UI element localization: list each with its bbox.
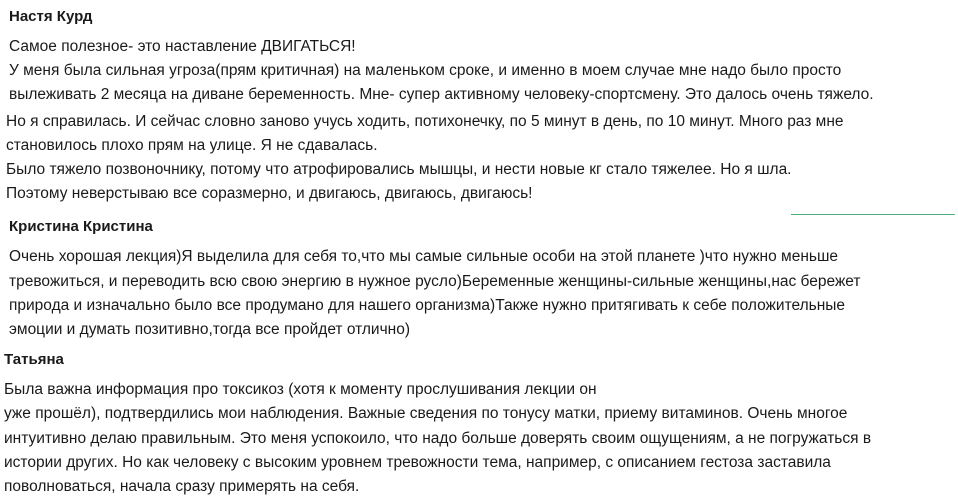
review-text-line: Поэтому неверстываю все соразмерно, и двигаюсь, двигаюсь, двигаюсь! — [6, 185, 533, 202]
review-text-line: уже прошёл), подтвердились мои наблюдения. Важные сведения по тонусу матки, приему витаминов. Очень многое — [4, 405, 848, 422]
review-text-line: У меня была сильная угроза(прям критичная) на маленьком сроке, и именно в моем случае мне надо было просто — [9, 62, 842, 79]
review-author: Настя Курд — [9, 8, 93, 25]
review-text-line: тревожиться, и переводить всю свою энергию в нужное русло)Беременные женщины-сильные женщины,нас бережет — [9, 273, 861, 290]
review-text-line: Очень хорошая лекция)Я выделила для себя то,что мы самые сильные особи на этой планете )что нужно меньше — [9, 248, 839, 265]
review-text-line: Была важна информация про токсикоз (хотя к моменту прослушивания лекции он — [4, 381, 597, 398]
review-author: Татьяна — [4, 351, 64, 368]
review-text-line: эмоции и думать позитивно,тогда все пройдет отлично) — [9, 321, 410, 338]
review-text-line: истории других. Но как человеку с высоким уровнем тревожности тема, например, с описанием гестоза заставила — [4, 454, 831, 471]
review-author: Кристина Кристина — [9, 218, 153, 235]
divider-line — [791, 214, 955, 215]
review-text-line: вылеживать 2 месяца на диване беременность. Мне- супер активному человеку-спортсмену. Это далось очень тяжело. — [9, 86, 874, 103]
review-text-line: интуитивно делаю правильным. Это меня успокоило, что надо больше доверять своим ощущениям, а не погружаться в — [4, 430, 872, 447]
review-text-line: природа и изначально было все продумано для нашего организма)Также нужно притягивать к себе положительные — [9, 297, 846, 314]
review-text-line: Но я справилась. И сейчас словно заново учусь ходить, потихонечку, по 5 минут в день, по 10 минут. Много раз мне — [6, 113, 844, 130]
review-text-line: становилось плохо прям на улице. Я не сдавалась. — [6, 137, 378, 154]
review-text-line: Самое полезное- это наставление ДВИГАТЬСЯ! — [9, 38, 356, 55]
review-text-line: поволноваться, начала сразу примерять на себя. — [4, 478, 360, 495]
review-text-line: Было тяжело позвоночнику, потому что атрофировались мышцы, и нести новые кг стало тяжелее. Но я шла. — [6, 161, 792, 178]
